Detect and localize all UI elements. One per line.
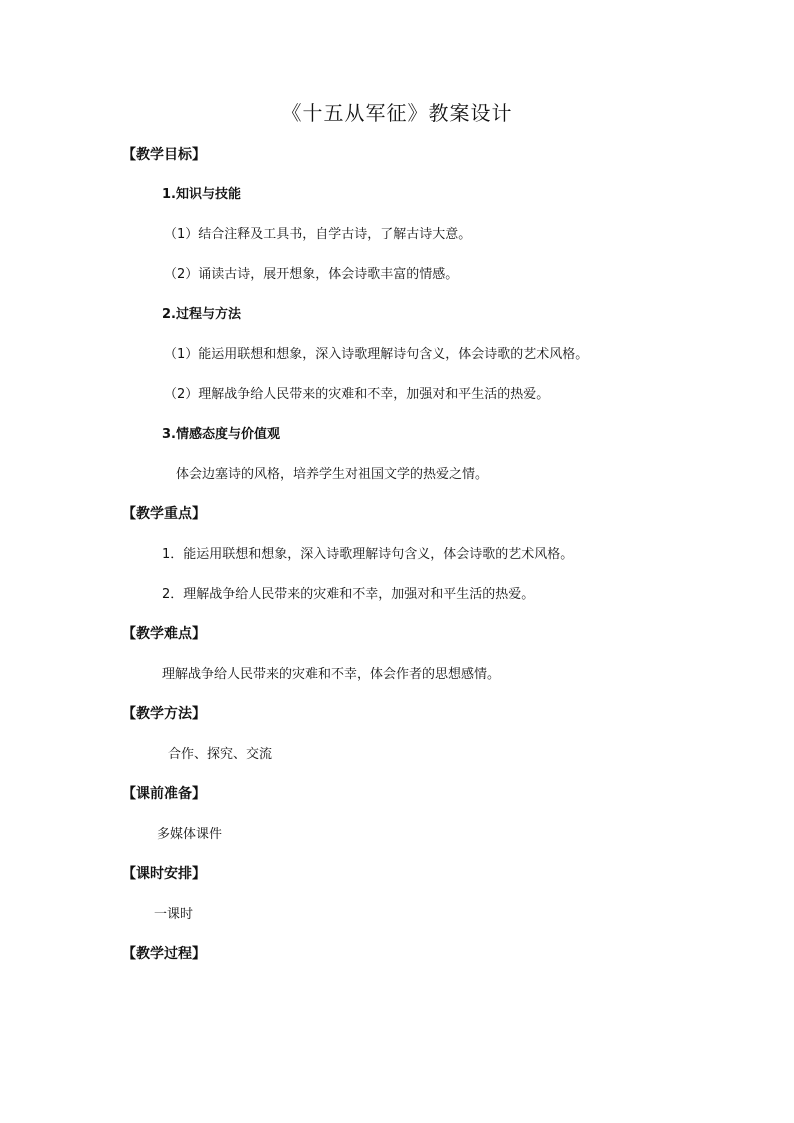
emotion-text: 体会边塞诗的风格，培养学生对祖国文学的热爱之情。 [176, 467, 489, 482]
subheading-knowledge: 1.知识与技能 [162, 187, 241, 202]
schedule-text: 一课时 [154, 907, 194, 922]
document-title: 《十五从军征》教案设计 [281, 101, 513, 125]
knowledge-item-2: （2）诵读古诗，展开想象，体会诗歌丰富的情感。 [164, 267, 459, 282]
heading-preparation: 【课前准备】 [122, 786, 206, 802]
subheading-emotion: 3.情感态度与价值观 [162, 427, 280, 442]
heading-methods: 【教学方法】 [122, 706, 206, 722]
key-point-item-1: 1．能运用联想和想象，深入诗歌理解诗句含义，体会诗歌的艺术风格。 [162, 547, 574, 562]
heading-key-points: 【教学重点】 [122, 506, 206, 522]
key-point-item-2: 2．理解战争给人民带来的灾难和不幸，加强对和平生活的热爱。 [162, 587, 535, 602]
difficulties-text: 理解战争给人民带来的灾难和不幸，体会作者的思想感情。 [162, 667, 501, 682]
heading-schedule: 【课时安排】 [122, 866, 206, 882]
heading-difficulties: 【教学难点】 [122, 626, 206, 642]
subheading-process: 2.过程与方法 [162, 307, 241, 322]
knowledge-item-1: （1）结合注释及工具书，自学古诗，了解古诗大意。 [164, 227, 472, 242]
preparation-text: 多媒体课件 [157, 827, 223, 842]
heading-procedure: 【教学过程】 [122, 946, 206, 962]
process-item-1: （1）能运用联想和想象，深入诗歌理解诗句含义，体会诗歌的艺术风格。 [164, 347, 589, 362]
methods-text: 合作、探究、交流 [168, 747, 273, 762]
process-item-2: （2）理解战争给人民带来的灾难和不幸，加强对和平生活的热爱。 [164, 387, 550, 402]
heading-objectives: 【教学目标】 [122, 147, 206, 163]
